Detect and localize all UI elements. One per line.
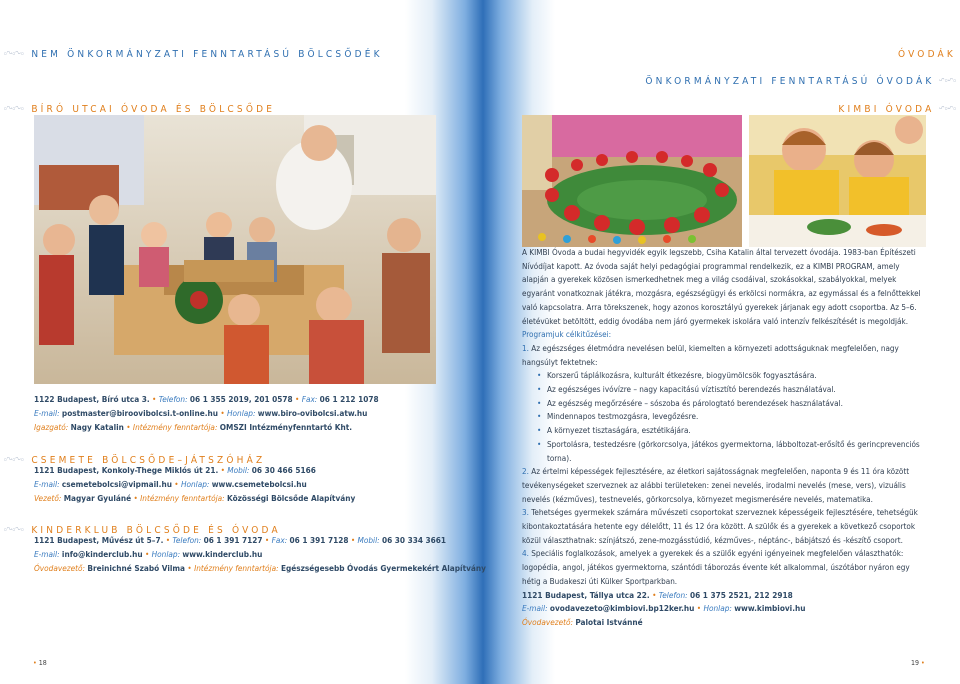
goal-3 (522, 506, 927, 547)
kinder-fax-label: Fax: (271, 535, 288, 545)
kimbi-phone: 06 1 375 2521, 212 2918 (689, 589, 793, 600)
goal-1-num: 1. (522, 342, 529, 353)
csemete-web-link[interactable]: www.csemetebolcsi.hu (211, 479, 307, 489)
csemete-leader-label: Vezető: (34, 493, 62, 503)
separator-dot: • (264, 535, 272, 545)
kimbi-contact-block (522, 589, 927, 630)
goal-1 (522, 342, 927, 369)
goal-3-text: Tehetséges gyermekek számára művészeti csoportokat szerveznek képességeik fejlesztésére, tehetségük kibontakoztatására hetente egy délelőtt, 11 és 12 óra között. A szülők és a gyerekek a következő csoportok közül választhatnak: színjátszó, zene-mozgásstúdió, kézműves-, néptánc-, bábjátszó és -készítő csoport. (522, 507, 918, 545)
separator-dot: • (187, 563, 195, 573)
section-header-kimbi: KIMBI ÓVODA (838, 104, 935, 115)
separator-dot: • (652, 589, 659, 600)
biro-email-label: E-mail: (34, 408, 60, 418)
page-bullet: • (33, 659, 37, 667)
biro-director: Nagy Katalin (70, 422, 124, 432)
kinder-phone: 06 1 391 7127 (203, 535, 263, 545)
section-header-kinderklub: KINDERKLUB BÖLCSŐDE ÉS ÓVODA (31, 525, 281, 536)
kimbi-leader-label: Óvodavezető: (522, 616, 574, 627)
header-row-r3 (838, 97, 956, 116)
bullet-item: • Sportolásra, testedzésre (görkorcsolya, játékos gyermektorna, lábboltozat-erősítő és gerincprevenciós torna). (547, 438, 927, 465)
separator-dot: • (152, 394, 159, 404)
goal-1-text: Az egészséges életmódra nevelésen belül, kiemelten a környezeti adottságuknak megfelelően, nagy hangsúlyt fektetnek: (522, 342, 899, 367)
kinder-maint: Egészségesebb Óvodás Gyermekekért Alapítvány (280, 563, 486, 573)
biro-address: 1122 Budapest, Bíró utca 3. (34, 394, 150, 404)
kimbi-article (522, 246, 927, 630)
separator-dot: • (126, 422, 133, 432)
children-table-photo (34, 115, 436, 384)
separator-dot: • (144, 549, 152, 559)
kimbi-address: 1121 Budapest, Tállya utca 22. (522, 589, 650, 600)
ornament-icon: ◦ᵔᵕ◦ᵔᵕ◦ (3, 526, 24, 536)
goal-1-bullets (522, 369, 927, 465)
kimbi-leader: Palotai Istvánné (575, 616, 643, 627)
separator-dot: • (174, 479, 181, 489)
biro-email-link[interactable]: postmaster@biroovibolcsi.t-online.hu (61, 408, 218, 418)
section-header-onkormanyzati: ÖNKORMÁNYZATI FENNTARTÁSÚ ÓVODÁK (645, 76, 935, 87)
section-header-csemete: CSEMETE BÖLCSŐDE–JÁTSZÓHÁZ (31, 455, 266, 466)
kinder-contact-block (34, 533, 486, 575)
kimbi-email-label: E-mail: (522, 603, 548, 614)
kimbi-phone-label: Telefon: (658, 589, 688, 600)
gym-circle-photo (522, 115, 742, 247)
bullet-item: • A környezet tisztaságára, esztétikájára. (547, 424, 927, 438)
kinder-email-label: E-mail: (34, 549, 60, 559)
kimbi-email-link[interactable]: ovodavezeto@kimbiovi.bp12ker.hu (549, 603, 695, 614)
bullet-item: • Az egészség megőrzésére – sószoba és párologtató berendezések használatával. (547, 397, 927, 411)
csemete-email-label: E-mail: (34, 479, 60, 489)
kinder-fax: 06 1 391 7128 (289, 535, 349, 545)
kinder-leader: Breinichné Szabó Vilma (87, 563, 186, 573)
csemete-address: 1121 Budapest, Konkoly-Thege Miklós út 21. (34, 465, 219, 475)
header-row-r2 (645, 69, 956, 88)
kinder-web-label: Honlap: (151, 549, 181, 559)
header-row-r1 (898, 42, 956, 61)
csemete-leader: Magyar Gyuláné (63, 493, 132, 503)
children-painting-photo (749, 115, 926, 247)
ornament-icon: ◦ᵔᵕ◦ᵔᵕ◦ (3, 50, 24, 60)
bullet-item: • Korszerű táplálkozásra, kulturált étkezésre, biogyümölcsök fogyasztására. (547, 369, 927, 383)
goal-2-text: Az értelmi képességek fejlesztésére, az életkori sajátosságnak megfelelően, naponta 9 és 11 óra között tevékenységeket szerveznek az alábbi területeken: zenei nevelés, irodalmi nevelés (mese, vers), vizuális nevelés (kézműves), testnevelés, görkorcsolya, környezet megismerésére nevelés, matematika. (522, 466, 910, 504)
biro-fax-label: Fax: (301, 394, 318, 404)
kinder-maint-label: Intézmény fenntartója: (194, 563, 279, 573)
kimbi-web-label: Honlap: (703, 603, 732, 614)
biro-web-link[interactable]: www.biro-ovibolcsi.atw.hu (257, 408, 368, 418)
csemete-email-link[interactable]: csemetebolcsi@vipmail.hu (61, 479, 172, 489)
kinder-web-link[interactable]: www.kinderclub.hu (182, 549, 263, 559)
section-header-ovodak: ÓVODÁK (898, 49, 956, 60)
kinder-phone-label: Telefon: (172, 535, 202, 545)
goals-label: Programjuk célkitűzései: (522, 329, 612, 340)
separator-dot: • (295, 394, 302, 404)
separator-dot: • (165, 535, 173, 545)
section-header-bolcsodek: NEM ÖNKORMÁNYZATI FENNTARTÁSÚ BÖLCSŐDÉK (31, 49, 383, 60)
separator-dot: • (133, 493, 141, 503)
ornament-icon: ᵕᵔ◦ᵕᵔ◦ (939, 105, 956, 115)
biro-fax: 06 1 212 1078 (319, 394, 379, 404)
kinder-address: 1121 Budapest, Művész út 5–7. (34, 535, 164, 545)
ornament-icon: ◦ᵔᵕ◦ᵔᵕ◦ (3, 105, 24, 115)
kinder-leader-label: Óvodavezető: (34, 563, 86, 573)
header-row-1 (3, 42, 383, 61)
csemete-maint: Közösségi Bölcsőde Alapítvány (227, 493, 356, 503)
page-number-left (33, 659, 47, 667)
page-number-right-value: 19 (911, 659, 920, 667)
kimbi-intro-paragraph: A KIMBI Óvoda a budai hegyvidék egyik legszebb, Csiha Katalin által tervezett óvodája. 1983-ban Építészeti Nívódíjat kapott. Az óvoda saját helyi pedagógiai programmal rendelkezik, ez a KIMBI PROGRAM, amely alapján a gyerekek közösen ismerkedhetnek meg a világ csodáival, szokásokkal, szabályokkal, melyek egyaránt vonatkoznak játékra, mozgásra, egészségügyi és erkölcsi normákra, az egymással és a felnőttekkel való kapcsolatra. Arra törekszenek, hogy azonos korosztályú gyerekek járjanak egy adott csoportba. Az 5–6. életévüket betöltött, eddig óvodába nem járó gyermekek iskolára való intenzív felkészítését is megoldják. (522, 247, 921, 326)
csemete-mobile: 06 30 466 5166 (251, 465, 316, 475)
csemete-contact-block (34, 463, 355, 505)
biro-maint: OMSZI Intézményfenntartó Kht. (219, 422, 353, 432)
ornament-icon: ᵕᵔ◦ᵕᵔ◦ (939, 77, 956, 87)
bullet-item: • Az egészséges ivóvízre – nagy kapacitású víztisztító berendezés használatával. (547, 383, 927, 397)
biro-phone: 06 1 355 2019, 201 0578 (189, 394, 293, 404)
page-number-right (911, 659, 925, 667)
goal-2 (522, 465, 927, 506)
biro-maint-label: Intézmény fenntartója: (132, 422, 218, 432)
goal-4-num: 4. (522, 548, 529, 559)
ornament-icon: ◦ᵔᵕ◦ᵔᵕ◦ (3, 456, 24, 466)
goal-3-num: 3. (522, 507, 529, 518)
kinder-mobile-label: Mobil: (357, 535, 380, 545)
page-bullet: • (921, 659, 925, 667)
kimbi-web-link[interactable]: www.kimbiovi.hu (734, 603, 806, 614)
goal-2-num: 2. (522, 466, 529, 477)
kinder-email-link[interactable]: info@kinderclub.hu (61, 549, 143, 559)
biro-contact-block (34, 392, 379, 434)
section-header-biro: BÍRÓ UTCAI ÓVODA ÉS BÖLCSŐDE (31, 104, 276, 115)
csemete-web-label: Honlap: (180, 479, 210, 489)
separator-dot: • (696, 603, 704, 614)
biro-web-label: Honlap: (227, 408, 256, 418)
separator-dot: • (350, 535, 358, 545)
goal-4 (522, 547, 927, 588)
csemete-mobile-label: Mobil: (227, 465, 250, 475)
header-row-2 (3, 97, 275, 116)
csemete-maint-label: Intézmény fenntartója: (140, 493, 225, 503)
kinder-mobile: 06 30 334 3661 (381, 535, 447, 545)
goal-4-text: Speciális foglalkozások, amelyek a gyerekek és a szülők egyéni igényeinek megfelelően választhatók: logopédia, angol, játékos gyermektorna, szántódi táborozás évente két alkalommal, úszótábor nyáron egy hétig a Budakeszi úti Külker Sportparkban. (522, 548, 910, 586)
page-number-left-value: 18 (38, 659, 47, 667)
separator-dot: • (220, 408, 228, 418)
biro-phone-label: Telefon: (158, 394, 188, 404)
separator-dot: • (220, 465, 228, 475)
biro-director-label: Igazgató: (34, 422, 69, 432)
bullet-item: • Mindennapos testmozgásra, levegőzésre. (547, 410, 927, 424)
